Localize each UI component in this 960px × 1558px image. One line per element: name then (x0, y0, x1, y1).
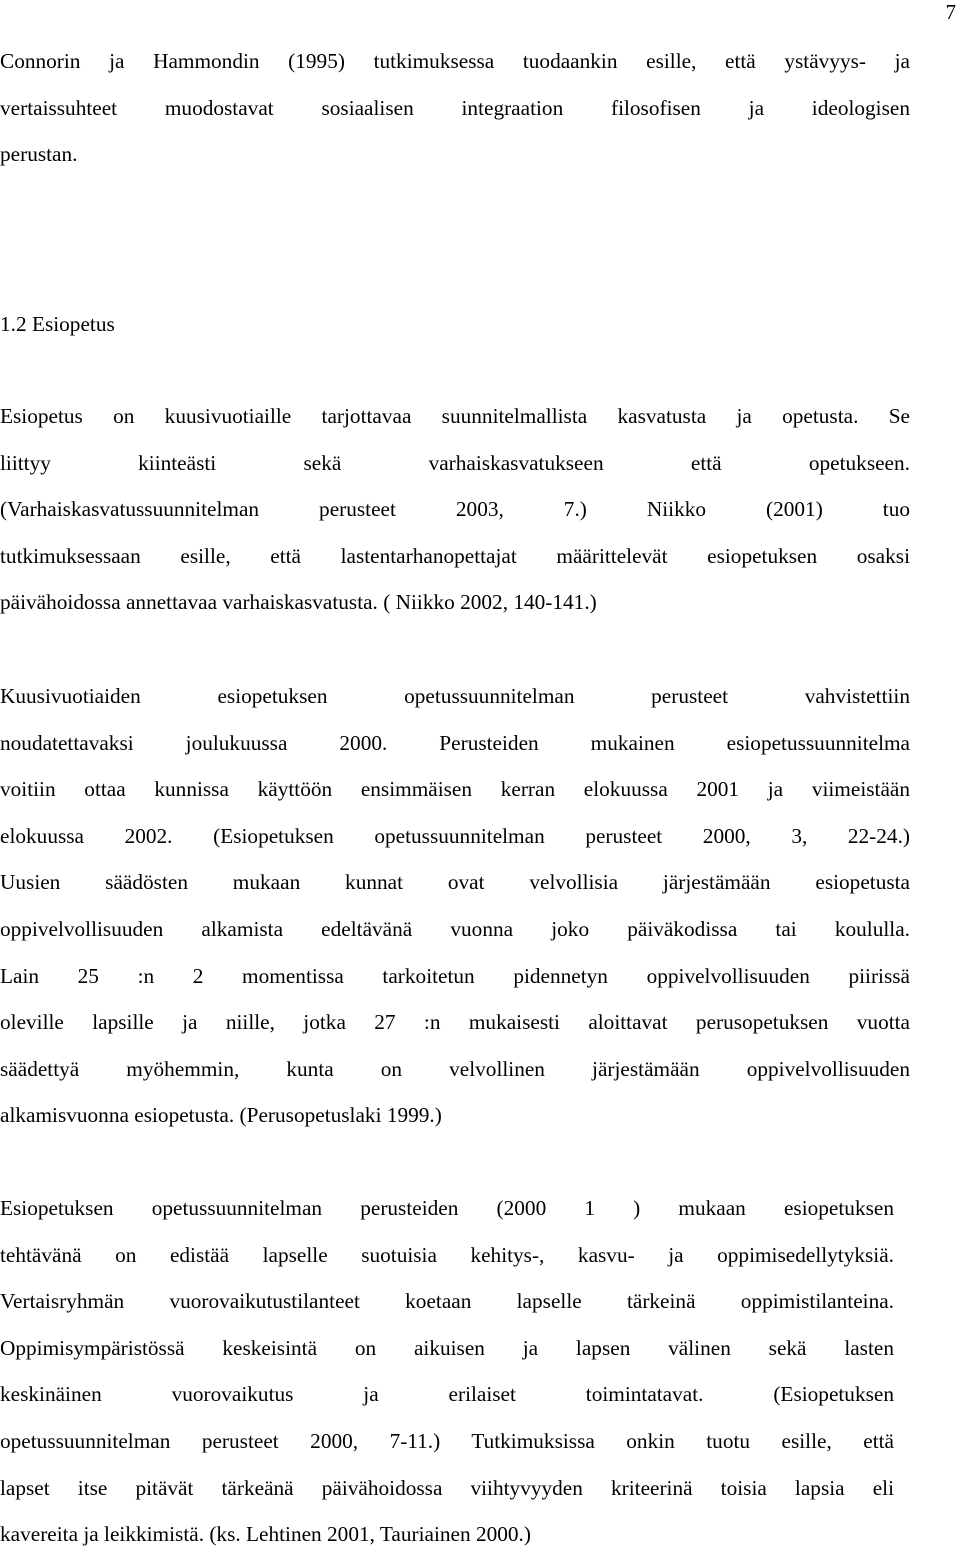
text-line: keskinäinen vuorovaikutus ja erilaiset toimintatavat. (Esiopetuksen (0, 1382, 894, 1407)
text-line: Vertaisryhmän vuorovaikutustilanteet koetaan lapselle tärkeinä oppimistilanteina. (0, 1289, 894, 1314)
paragraph-4 (0, 1185, 894, 1558)
text-line: lapset itse pitävät tärkeänä päivähoidossa viihtyvyyden kriteerinä toisia lapsia eli (0, 1475, 894, 1500)
text-line: kavereita ja leikkimistä. (ks. Lehtinen 2001, Tauriainen 2000.) (0, 1522, 531, 1547)
text-line: Esiopetus on kuusivuotiaille tarjottavaa suunnitelmallista kasvatusta ja opetusta. Se (0, 404, 910, 428)
text-line: oppivelvollisuuden alkamista edeltävänä vuonna joko päiväkodissa tai koululla. (0, 916, 910, 941)
text-line: Kuusivuotiaiden esiopetuksen opetussuunnitelman perusteet vahvistettiin (0, 684, 910, 708)
text-line: opetussuunnitelman perusteet 2000, 7-11.) Tutkimuksissa onkin tuotu esille, että (0, 1428, 894, 1453)
text-line: Esiopetuksen opetussuunnitelman perusteiden (2000 1 ) mukaan esiopetuksen (0, 1196, 894, 1220)
text-line: alkamisvuonna esiopetusta. (Perusopetuslaki 1999.) (0, 1103, 442, 1128)
text-line: (Varhaiskasvatussuunnitelman perusteet 2003, 7.) Niikko (2001) tuo (0, 497, 910, 522)
text-line: Uusien säädösten mukaan kunnat ovat velvollisia järjestämään esiopetusta (0, 870, 910, 895)
text-line: Lain 25 :n 2 momentissa tarkoitetun pidennetyn oppivelvollisuuden piirissä (0, 963, 910, 988)
text-line: noudatettavaksi joulukuussa 2000. Perusteiden mukainen esiopetussuunnitelma (0, 730, 910, 755)
paragraph-3 (0, 673, 910, 1139)
text-line: elokuussa 2002. (Esiopetuksen opetussuunnitelman perusteet 2000, 3, 22-24.) (0, 823, 910, 848)
page-number: 7 (945, 0, 956, 24)
paragraph-1 (0, 38, 910, 178)
text-line: perustan. (0, 142, 78, 167)
text-line: tutkimuksessaan esille, että lastentarhanopettajat määrittelevät esiopetuksen osaksi (0, 543, 910, 568)
text-line: Oppimisympäristössä keskeisintä on aikuisen ja lapsen välinen sekä lasten (0, 1335, 894, 1360)
text-line: oleville lapsille ja niille, jotka 27 :n mukaisesti aloittavat perusopetuksen vuotta (0, 1010, 910, 1035)
text-line: tehtävänä on edistää lapselle suotuisia kehitys-, kasvu- ja oppimisedellytyksiä. (0, 1242, 894, 1267)
text-line: Connorin ja Hammondin (1995) tutkimuksessa tuodaankin esille, että ystävyys- ja (0, 49, 910, 73)
text-line: päivähoidossa annettavaa varhaiskasvatusta. ( Niikko 2002, 140-141.) (0, 590, 597, 615)
paragraph-2 (0, 393, 910, 626)
text-line: vertaissuhteet muodostavat sosiaalisen integraation filosofisen ja ideologisen (0, 95, 910, 120)
text-line: voitiin ottaa kunnissa käyttöön ensimmäisen kerran elokuussa 2001 ja viimeistään (0, 777, 910, 802)
section-heading: 1.2 Esiopetus (0, 312, 115, 336)
text-line: säädettyä myöhemmin, kunta on velvollinen järjestämään oppivelvollisuuden (0, 1056, 910, 1081)
text-line: liittyy kiinteästi sekä varhaiskasvatukseen että opetukseen. (0, 450, 910, 475)
